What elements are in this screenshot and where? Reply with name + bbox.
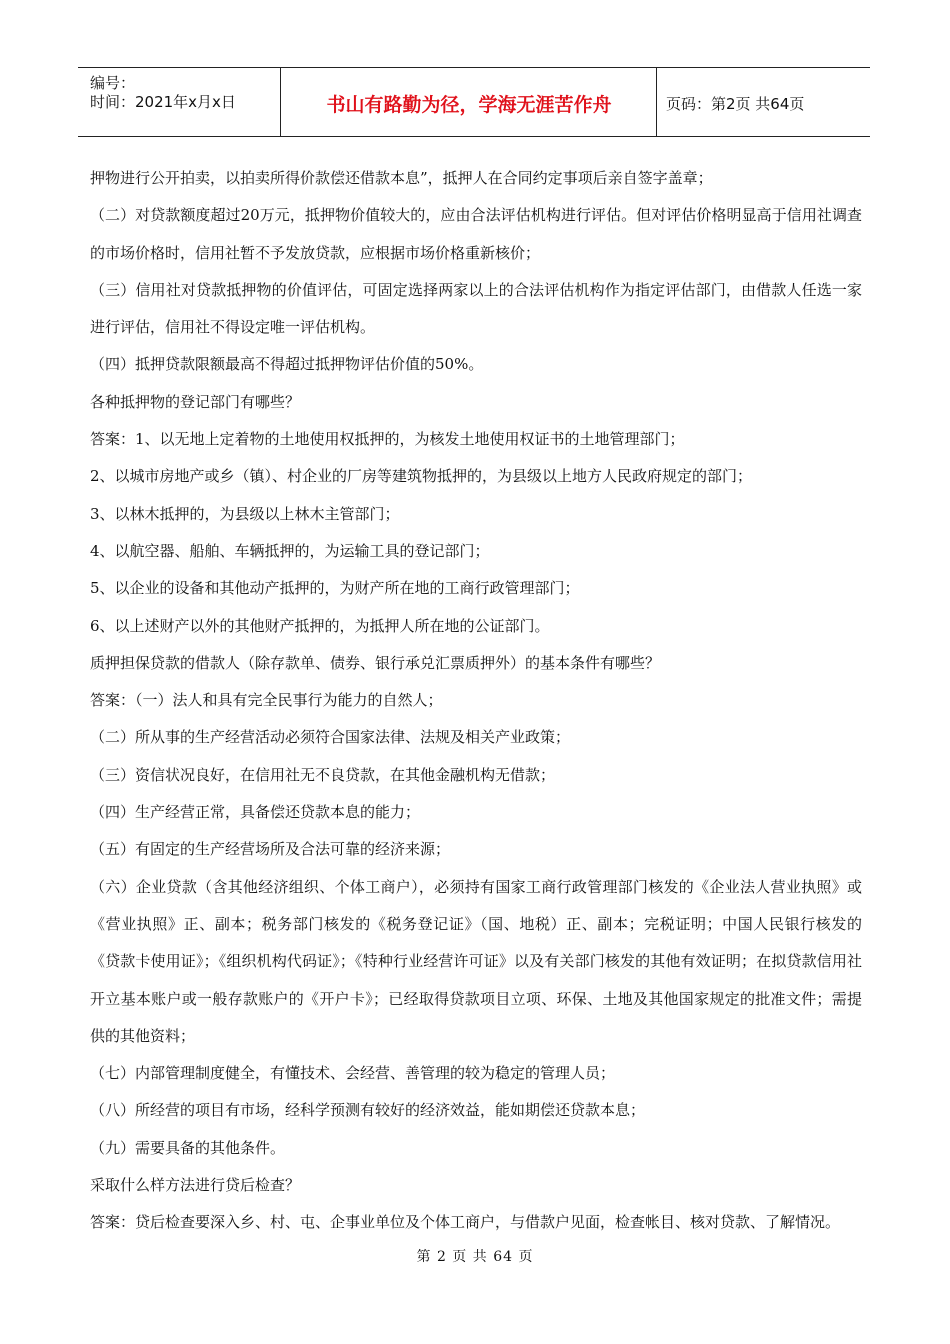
paragraph: （五）有固定的生产经营场所及合法可靠的经济来源； <box>90 840 451 859</box>
paragraph: 6、以上述财产以外的其他财产抵押的，为抵押人所在地的公证部门。 <box>90 616 550 635</box>
paragraph: 5、以企业的设备和其他动产抵押的，为财产所在地的工商行政管理部门； <box>90 579 580 598</box>
motto-text: 书山有路勤为径，学海无涯苦作舟 <box>326 94 612 116</box>
paragraph: （四）生产经营正常，具备偿还贷款本息的能力； <box>90 803 421 822</box>
paragraph: （四）抵押贷款限额最高不得超过抵押物评估价值的50%。 <box>90 355 484 374</box>
header-motto-cell <box>282 68 657 136</box>
header-meta-cell <box>78 68 281 136</box>
paragraph: 押物进行公开拍卖，以拍卖所得价款偿还借款本息”，抵押人在合同约定事项后亲自签字盖章； <box>90 169 713 187</box>
paragraph: （六）企业贷款（含其他经济组织、个体工商户），必须持有国家工商行政管理部门核发的《企业法人营业执照》或《营业执照》正、副本；税务部门核发的《税务登记证》（国、地税）正、副本；完税证明；中国人民银行核发的《贷款卡使用证》；《组织机构代码证》；《特种行业经营许可证》以及有关部门核发的其他有效证明；在拟贷款信用社开立基本账户或一般存款账户的《开户卡》；已经取得贷款项目立项、环保、土地及其他国家规定的批准文件；需提供的其他资料； <box>90 877 862 1045</box>
document-body <box>90 160 862 1242</box>
paragraph: （三）资信状况良好，在信用社无不良贷款，在其他金融机构无借款； <box>90 765 556 784</box>
page-header <box>78 67 870 137</box>
paragraph: 答案：贷后检查要深入乡、村、屯、企事业单位及个体工商户，与借款户见面，检查帐目、核对贷款、了解情况。 <box>90 1213 841 1232</box>
question-heading: 采取什么样方法进行贷后检查？ <box>90 1176 301 1195</box>
paragraph: （二）所从事的生产经营活动必须符合国家法律、法规及相关产业政策； <box>90 728 571 747</box>
header-page-cell <box>658 68 870 136</box>
paragraph: 2、以城市房地产或乡（镇）、村企业的厂房等建筑物抵押的，为县级以上地方人民政府规定的部门； <box>90 467 753 486</box>
paragraph: （八）所经营的项目有市场，经科学预测有较好的经济效益，能如期偿还贷款本息； <box>90 1101 646 1120</box>
question-heading: 各种抵押物的登记部门有哪些？ <box>90 392 301 411</box>
paragraph: （三）信用社对贷款抵押物的价值评估，可固定选择两家以上的合法评估机构作为指定评估部门，由借款人任选一家进行评估，信用社不得设定唯一评估机构。 <box>90 280 862 337</box>
paragraph: 4、以航空器、船舶、车辆抵押的，为运输工具的登记部门； <box>90 541 490 560</box>
question-heading: 质押担保贷款的借款人（除存款单、债券、银行承兑汇票质押外）的基本条件有哪些？ <box>90 653 661 672</box>
paragraph: 答案：（一）法人和具有完全民事行为能力的自然人； <box>90 691 443 710</box>
page-footer: 第 2 页 共 64 页 <box>416 1249 534 1265</box>
paragraph: （九）需要具备的其他条件。 <box>90 1138 286 1157</box>
paragraph: （七）内部管理制度健全，有懂技术、会经营、善管理的较为稳定的管理人员； <box>90 1064 616 1083</box>
document-date: 时间：2021年x月x日 <box>90 93 236 111</box>
document-number-label: 编号： <box>90 74 136 92</box>
paragraph: 3、以林木抵押的，为县级以上林木主管部门； <box>90 504 400 523</box>
header-page-info: 页码：第2页 共64页 <box>666 95 805 113</box>
paragraph: 答案：1、以无地上定着物的土地使用权抵押的，为核发土地使用权证书的土地管理部门； <box>90 430 685 449</box>
paragraph: （二）对贷款额度超过20万元，抵押物价值较大的，应由合法评估机构进行评估。但对评估价格明显高于信用社调查的市场价格时，信用社暂不予发放贷款，应根据市场价格重新核价； <box>90 206 862 262</box>
